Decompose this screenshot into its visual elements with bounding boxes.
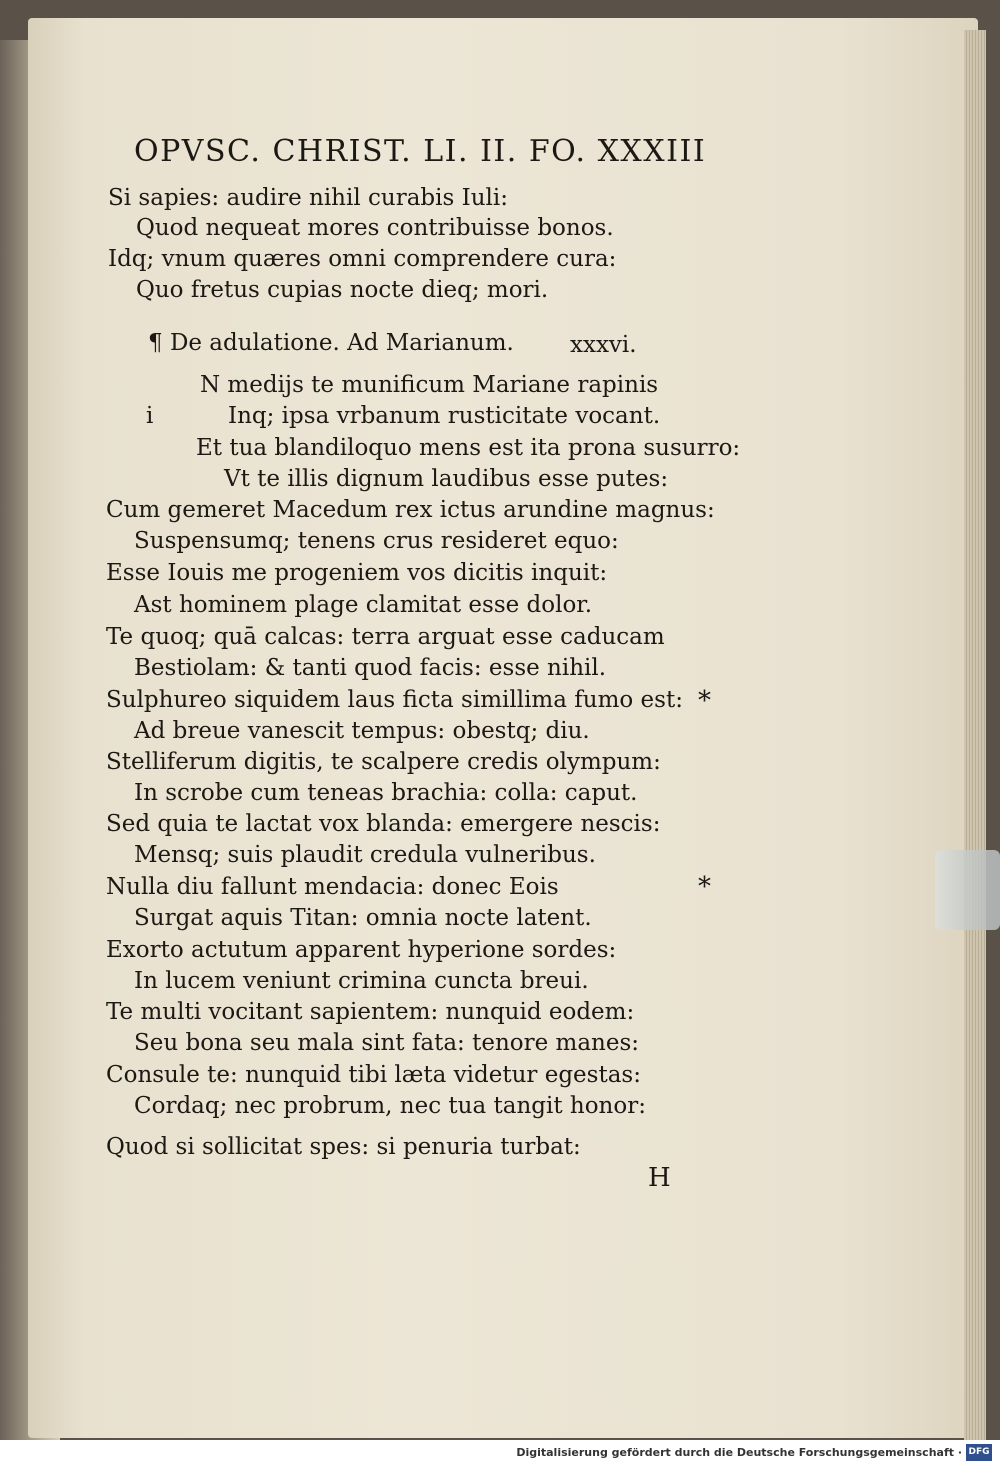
section-title: ¶ De adulatione. Ad Marianum. (148, 330, 514, 356)
verse-line: Cum gemeret Macedum rex ictus arundine magnus: (106, 497, 715, 523)
verse-line: Ast hominem plage clamitat esse dolor. (134, 592, 593, 618)
verse-line: Esse Iouis me progeniem vos dicitis inquit: (106, 560, 608, 586)
verse-line: Mensq; suis plaudit credula vulneribus. (134, 842, 596, 868)
verse-line: Si sapies: audire nihil curabis Iuli: (108, 185, 508, 211)
page-stack-edge (964, 30, 986, 1440)
verse-line: Et tua blandiloquo mens est ita prona susurro: (196, 435, 741, 461)
initial-guide-letter: i (146, 403, 154, 429)
verse-line: Suspensumq; tenens crus resideret equo: (134, 528, 619, 554)
verse-line: Te multi vocitant sapientem: nunquid eodem: (106, 999, 635, 1025)
verse-line: Sed quia te lactat vox blanda: emergere nescis: (106, 811, 661, 837)
asterisk-mark-icon: * (698, 872, 711, 902)
footer-bar (0, 1440, 1000, 1467)
verse-line: Consule te: nunquid tibi læta videtur egestas: (106, 1062, 641, 1088)
verse-line: Nulla diu fallunt mendacia: donec Eois (106, 874, 559, 900)
verse-line: Cordaq; nec probrum, nec tua tangit honor: (134, 1093, 646, 1119)
verse-line: Ad breue vanescit tempus: obestq; diu. (134, 718, 590, 744)
page-header: OPVSC. CHRIST. LI. II. FO. XXXIII (134, 134, 707, 169)
section-number: xxxvi. (570, 332, 637, 358)
verse-line: Exorto actutum apparent hyperione sordes: (106, 937, 617, 963)
verse-line: Quo fretus cupias nocte dieq; mori. (136, 277, 549, 303)
verse-line: Vt te illis dignum laudibus esse putes: (224, 466, 669, 492)
catchword: H (648, 1163, 671, 1193)
asterisk-mark-icon: * (698, 686, 711, 716)
verse-line: N medijs te munificum Mariane rapinis (200, 372, 659, 398)
verse-line: Inq; ipsa vrbanum rusticitate vocant. (228, 403, 661, 429)
page-clip (935, 850, 1000, 930)
verse-line: In scrobe cum teneas brachia: colla: caput. (134, 780, 638, 806)
verse-line: In lucem veniunt crimina cuncta breui. (134, 968, 589, 994)
verse-line: Stelliferum digitis, te scalpere credis olympum: (106, 749, 661, 775)
dfg-logo: DFG (966, 1444, 992, 1461)
verse-line: Sulphureo siquidem laus ficta simillima fumo est: (106, 687, 683, 713)
verse-line: Seu bona seu mala sint fata: tenore manes: (134, 1030, 640, 1056)
verse-line: Quod si sollicitat spes: si penuria turbat: (106, 1134, 581, 1160)
verse-line: Te quoq; quā calcas: terra arguat esse caducam (106, 624, 665, 650)
verse-line: Quod nequeat mores contribuisse bonos. (136, 215, 614, 241)
verse-line: Idq; vnum quæres omni comprendere cura: (108, 246, 617, 272)
verse-line: Bestiolam: & tanti quod facis: esse nihil. (134, 655, 607, 681)
verse-line: Surgat aquis Titan: omnia nocte latent. (134, 905, 592, 931)
footer-credit: Digitalisierung gefördert durch die Deutsche Forschungsgemeinschaft · (516, 1446, 962, 1459)
